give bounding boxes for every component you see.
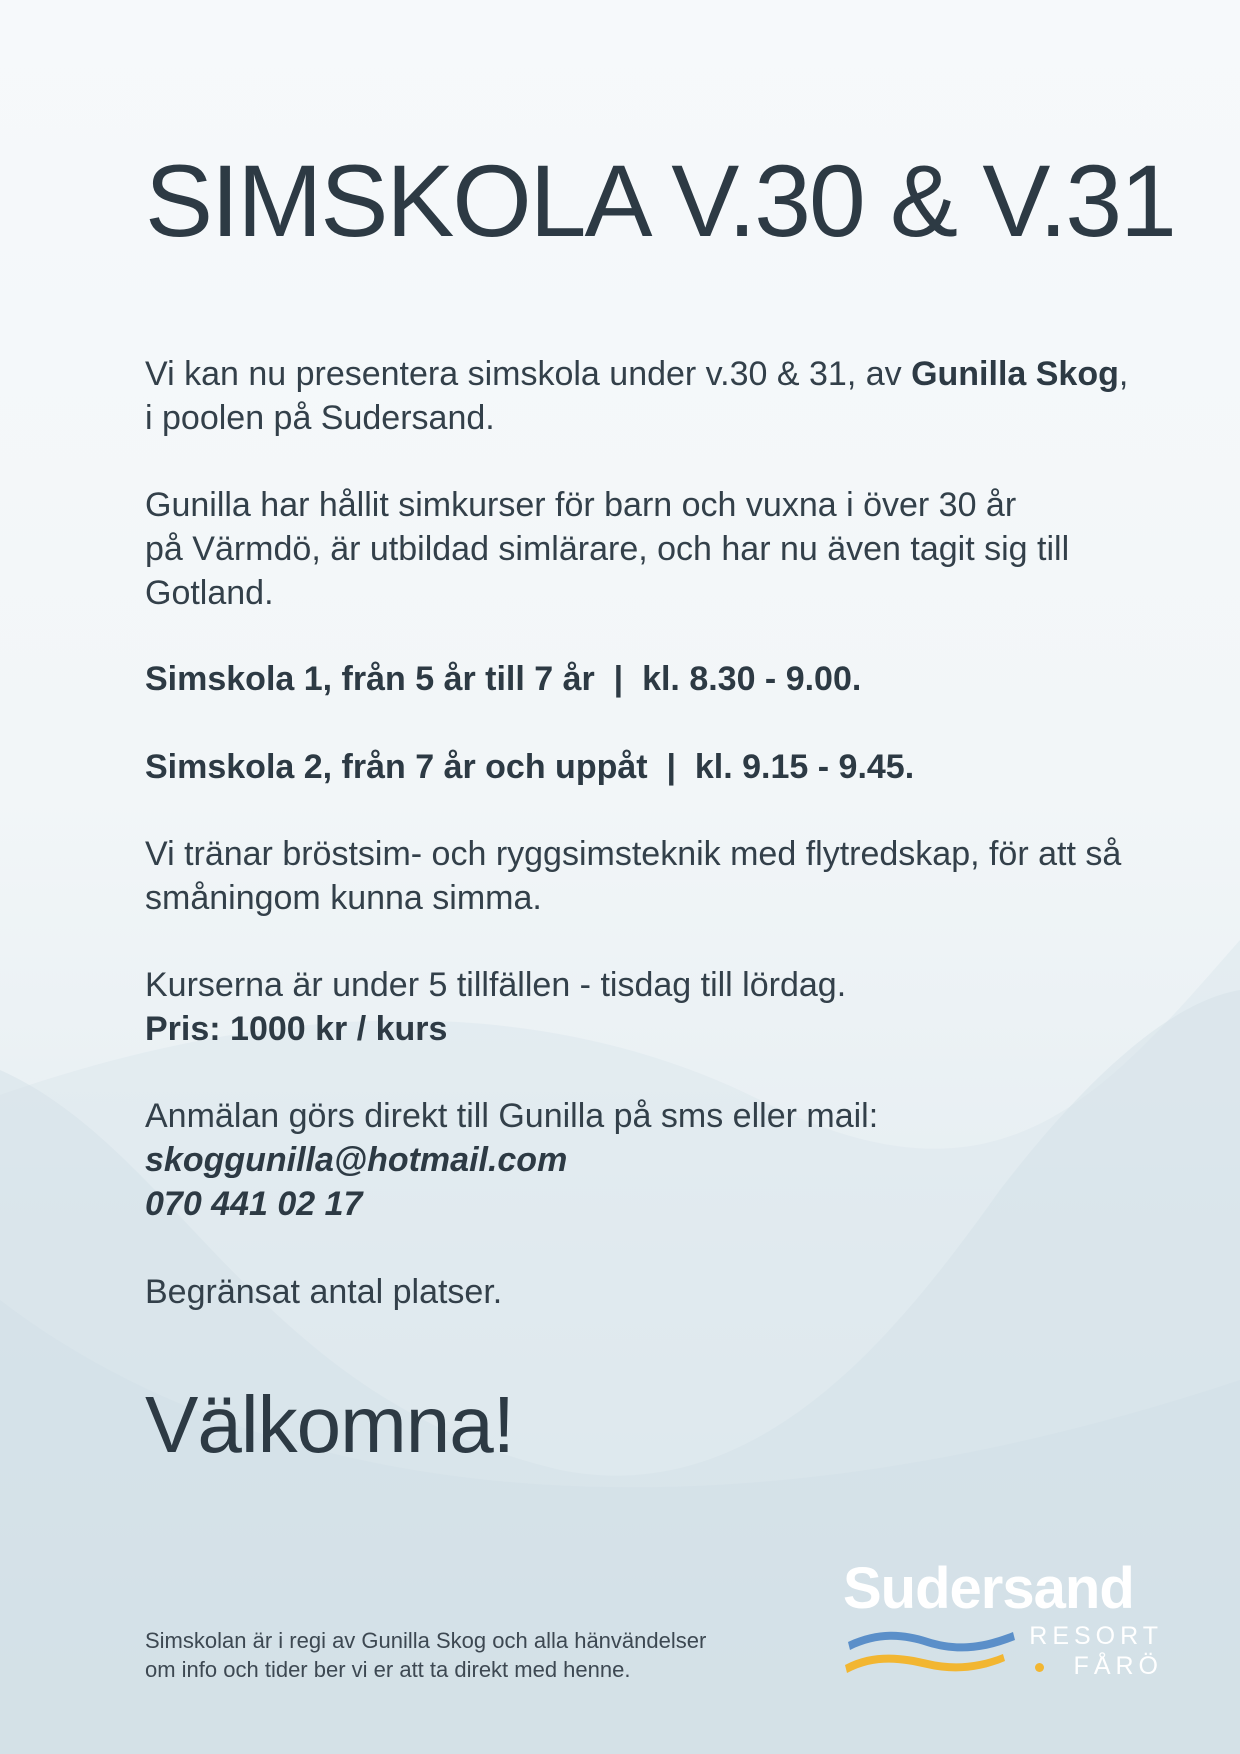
footnote [145, 1626, 706, 1684]
footnote-line-2: om info och tider ber vi er att ta direkt med henne. [145, 1657, 631, 1682]
sudersand-logo [843, 1556, 1163, 1685]
logo-name: Sudersand [843, 1556, 1134, 1621]
page-title: SIMSKOLA V.30 & V.31 [145, 144, 1175, 258]
intro-comma: , [1118, 355, 1129, 393]
about-paragraph [145, 483, 1069, 615]
signup-email[interactable]: skoggunilla@hotmail.com [145, 1141, 568, 1179]
signup-text: Anmälan görs direkt till Gunilla på sms eller mail: [145, 1097, 879, 1135]
course-price: Pris: 1000 kr / kurs [145, 1010, 448, 1048]
logo-waves-icon [843, 1620, 1023, 1680]
about-line-2: på Värmdö, är utbildad simlärare, och har nu även tagit sig till [145, 530, 1070, 568]
training-line-1: Vi tränar bröstsim- och ryggsimsteknik med flytredskap, för att så [145, 835, 1122, 873]
logo-dot-icon [1035, 1663, 1044, 1672]
footnote-line-1: Simskolan är i regi av Gunilla Skog och alla hänvändelser [145, 1628, 707, 1653]
welcome-heading: Välkomna! [145, 1380, 514, 1469]
logo-line-2: FÅRÖ [1073, 1652, 1163, 1680]
signup-phone[interactable]: 070 441 02 17 [145, 1185, 363, 1223]
about-line-3: Gotland. [145, 574, 274, 612]
course-paragraph [145, 963, 846, 1051]
class-2: Simskola 2, från 7 år och uppåt | kl. 9.15 - 9.45. [145, 748, 915, 786]
training-paragraph [145, 832, 1121, 920]
logo-line-1: RESORT [1029, 1622, 1163, 1650]
intro-text: Vi kan nu presentera simskola under v.30 & 31, av [145, 355, 912, 393]
intro-location: i poolen på Sudersand. [145, 399, 495, 437]
course-sessions: Kurserna är under 5 tillfällen - tisdag till lördag. [145, 966, 847, 1004]
training-line-2: småningom kunna simma. [145, 879, 542, 917]
instructor-name: Gunilla Skog [911, 355, 1119, 393]
limited-notice: Begränsat antal platser. [145, 1273, 503, 1311]
signup-paragraph [145, 1094, 878, 1226]
about-line-1: Gunilla har hållit simkurser för barn och vuxna i över 30 år [145, 486, 1017, 524]
class-1: Simskola 1, från 5 år till 7 år | kl. 8.30 - 9.00. [145, 660, 862, 698]
intro-paragraph [145, 352, 1128, 440]
